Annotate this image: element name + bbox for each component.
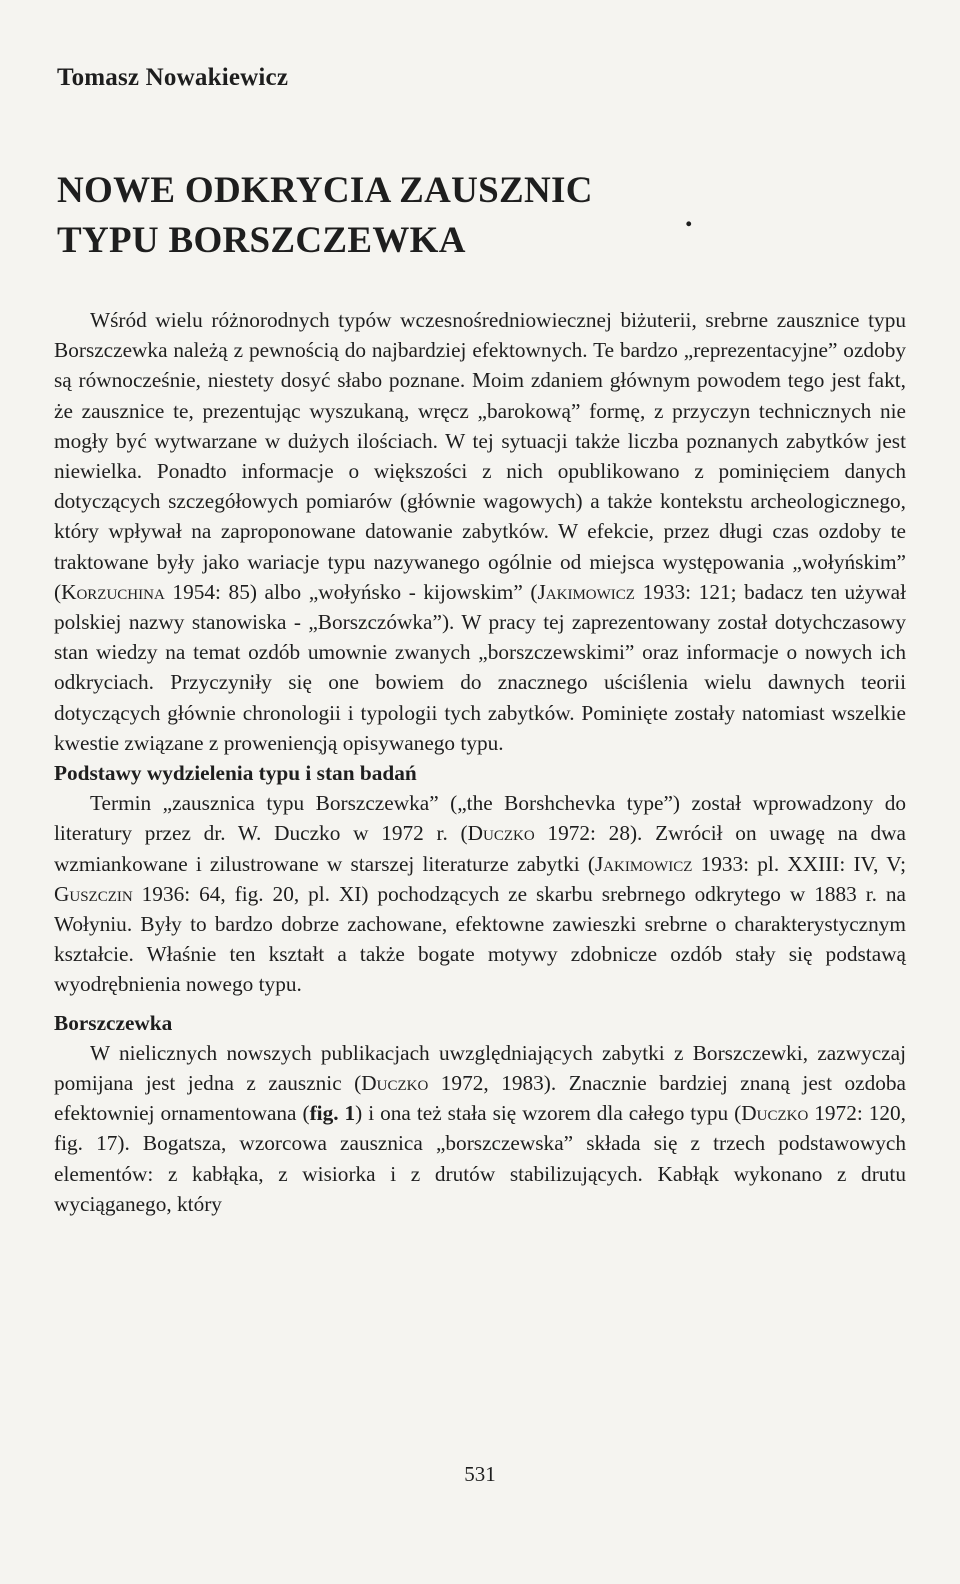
text-run: 1933: 121; badacz ten używał polskiej nazwy stanowiska - „Borszczówka”). W pracy tej zaprezentowany został dotychczasowy stan wiedzy na temat ozdób umownie zwanych „borszczewskimi” oraz informacje o nowych ich odkryciach. Przyczyniły się one bowiem do znacznego uściślenia wielu dawnych teorii dotyczących głównie chronologii i typologii tych zabytków. Pominięte zostały natomiast wszelkie kwestie związane z prowenienςją opisywanego typu. — [54, 579, 906, 755]
figure-reference: fig. 1 — [309, 1101, 356, 1126]
text-run: 1954: 85) albo „wołyńsko - kijowskim” ( — [164, 579, 538, 604]
text-run: 1936: 64, fig. 20, pl. XI) pochodzących ze skarbu srebrnego odkrytego w 1883 r. na Wołyniu. Były to bardzo dobrze zachowane, efektowne zawieszki srebrne o charakterystycznym kształcie. Właśnie ten kształt a także bogate motywy zdobnicze ozdób stały się podstawą wyodrębnienia nowego typu. — [54, 881, 906, 997]
text-run: Termin „zausznica typu Borszczewka” („the Borshchevka type”) został wprowadzony do literatury przez dr. W. Duczko w 1972 r. ( — [54, 791, 906, 846]
title-line-2: TYPU BORSZCZEWKA — [57, 220, 466, 261]
text-run: 1972: 120, fig. 17). Bogatsza, wzorcowa zausznica „borszczewska” składa się z trzech podstawowych elementów: z kabłąka, z wisiorka i z drutów stabilizujących. Kabłąk wykonano z drutu wyciąganego, który — [54, 1101, 906, 1216]
section2-paragraph — [54, 1038, 906, 1219]
citation: Jakimowicz — [594, 851, 693, 876]
text-run: W nielicznych nowszych publikacjach uwzględniających zabytki z Borszczewki, zazwyczaj pomijana jest jedna z zausznic ( — [54, 1040, 906, 1096]
intro-paragraph — [54, 305, 906, 758]
citation: Guszczin — [54, 881, 133, 906]
section-heading-podstawy: Podstawy wydzielenia typu i stan badań — [54, 761, 417, 786]
title-line-1: NOWE ODKRYCIA ZAUSZNIC — [57, 170, 593, 211]
spacer — [54, 1000, 906, 1008]
citation: Duczko — [741, 1101, 809, 1126]
text-run: ) i ona też stała się wzorem dla całego typu ( — [355, 1101, 742, 1126]
citation: Duczko — [467, 821, 535, 846]
section-heading-borszczewka: Borszczewka — [54, 1010, 173, 1035]
author-name: Tomasz Nowakiewicz — [57, 64, 289, 91]
text-run: 1972: 28). Zwrócił on uwagę na dwa wzmiankowane i zilustrowane w starszej literaturze zabytki ( — [54, 821, 906, 876]
title-dot: . — [685, 200, 693, 233]
page-number: 531 — [464, 1462, 496, 1486]
section1-paragraph — [54, 788, 906, 999]
text-run: 1972, 1983). Znacznie bardziej znaną jest ozdoba efektowniej ornamentowana ( — [54, 1071, 906, 1126]
text-run: 1933: pl. XXIII: IV, V; — [692, 851, 906, 876]
article-body — [54, 305, 906, 1219]
citation: Korzuchina — [61, 579, 165, 604]
article-title — [57, 166, 757, 266]
citation: Duczko — [361, 1071, 429, 1096]
citation: Jakimowicz — [537, 579, 635, 604]
text-run: Wśród wielu różnorodnych typów wczesnośredniowiecznej biżuterii, srebrne zausznice typu Borszczewka należą z pewnością do najbardziej efektownych. Te bardzo „reprezentacyjne” ozdoby są równocześnie, niestety dosyć słabo poznane. Moim zdaniem głównym powodem tego jest fakt, że zausznice te, prezentując wyszukaną, wręcz „barokową” formę, z przyczyn technicznych nie mogły być wytwarzane w dużych ilościach. W tej sytuacji także liczba poznanych zabytków jest niewielka. Ponadto informacje o większości z nich opublikowano z pominięciem danych dotyczących szczegółowych pomiarów (głównie wagowych) a także kontekstu archeologicznego, który wpływał na zaproponowane datowanie zabytków. W efekcie, przez długi czas ozdoby te traktowane były jako wariacje typu nazywanego ogólnie od miejsca występowania „wołyńskim” ( — [54, 308, 906, 604]
